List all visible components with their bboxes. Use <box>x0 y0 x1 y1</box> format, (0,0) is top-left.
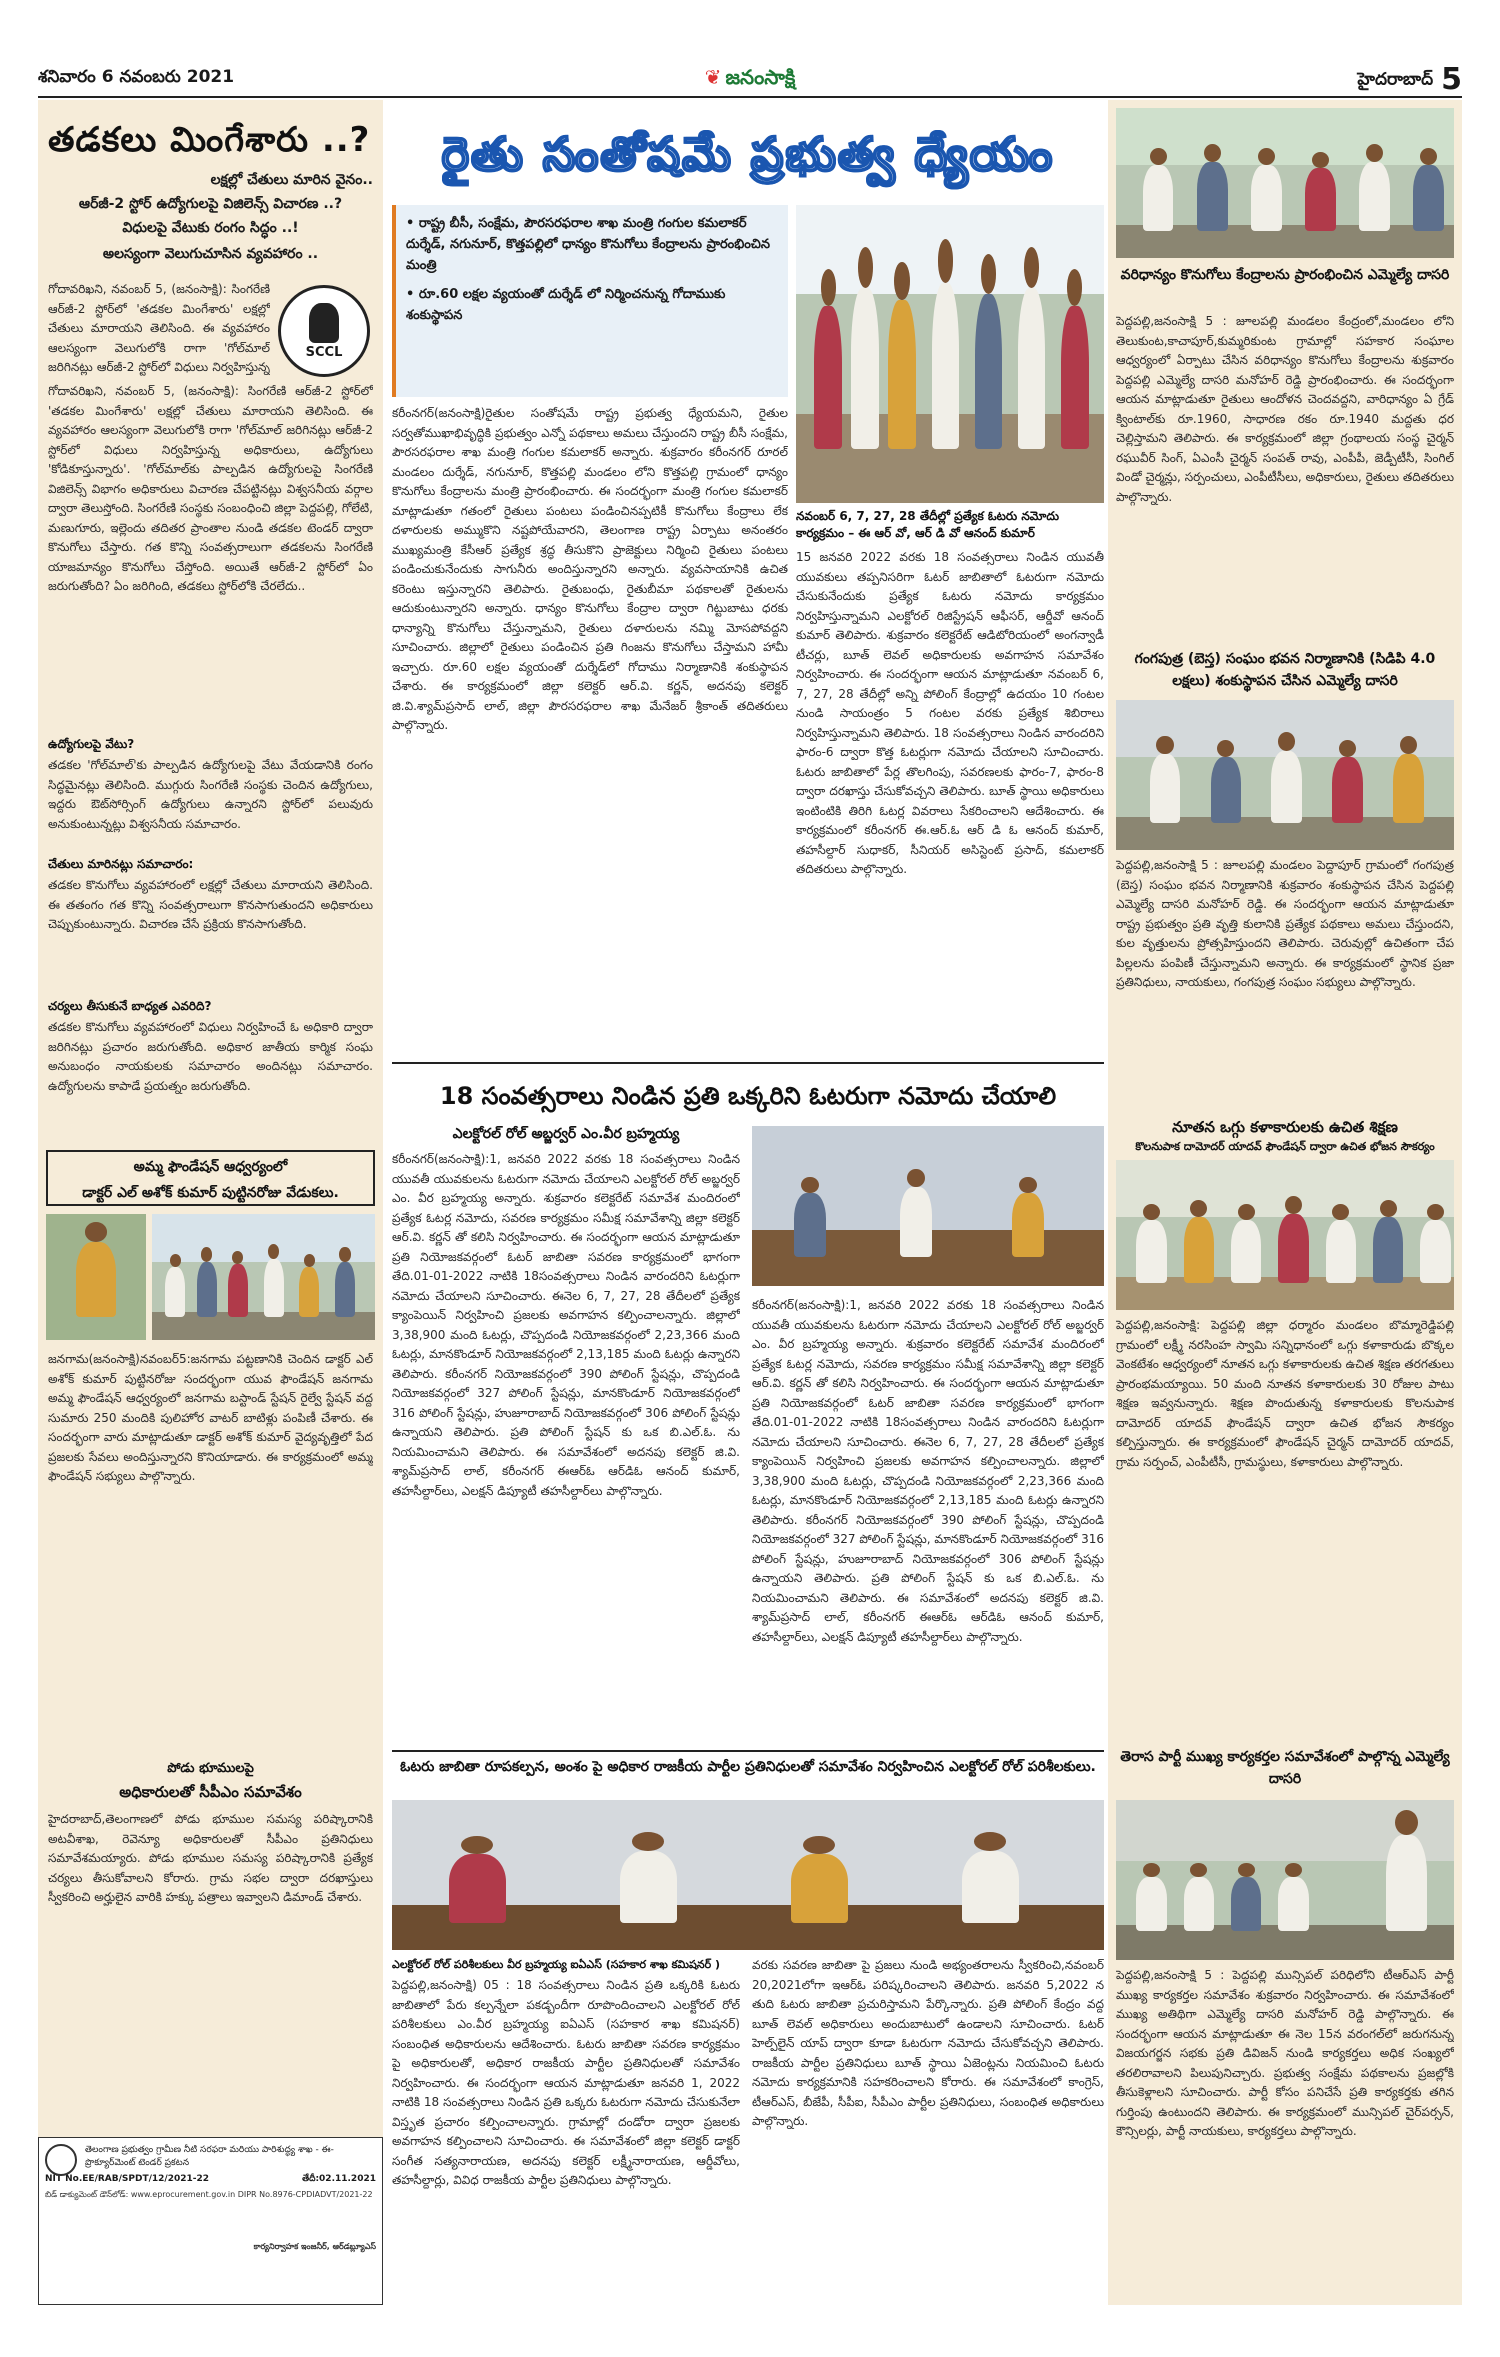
right-story2-body: పెద్దపల్లి,జనంసాక్షి 5 : జూలపల్లి మండలం పెద్దాపూర్‌ గ్రామంలో గంగపుత్ర (బెస్త) సంఘం భవన నిర్మాణానికి శుక్రవారం శంకుస్థాపన చేసిన పెద్దపల్లి ఎమ్మెల్యే దాసరి మనోహర్‌ రెడ్డి. ఈ సందర్భంగా ఆయన మాట్లాడుతూ రాష్ట్ర ప్రభుత్వం ప్రతి వృత్తి కులానికి ప్రత్యేక పథకాలు అమలు చేస్తుందని, కుల వృత్తులను ప్రోత్సహిస్తుందని తెలిపారు. చెరువుల్లో ఉచితంగా చేప పిల్లలను పంపిణీ చేస్తున్నామని అన్నారు. ఈ కార్యక్రమంలో స్థానిక ప్రజా ప్రతినిధులు, నాయకులు, గంగపుత్ర సంఘం సభ్యులు పాల్గొన్నారు. <box>1116 858 1454 989</box>
sccl-logo-text: SCCL <box>305 344 343 360</box>
left-story3-headline: అధికారులతో సీపీఎం సమావేశం <box>119 1783 302 1801</box>
left-story2-head-line2: డాక్టర్‌ ఎల్‌ అశోక్‌ కుమార్‌ పుట్టినరోజు వేడుకలు. <box>82 1185 339 1201</box>
left-kicker-2: ఆర్‌జీ-2 స్టోర్‌ ఉద్యోగులపై విజిలెన్స్‌ విచారణ ..? <box>78 196 343 212</box>
notice-nit-number: NIT No.EE/RAB/SPDT/12/2021-22 <box>45 2174 210 2184</box>
center-story4-headline: ఓటరు జాబితా రూపకల్పన, అంశం పై అధికార రాజకీయ పార్టీల ప్రతినిధులతో సమావేశం నిర్వహించిన ఎలక్టోరల్‌ రోల్‌ పరిశీలకులు. <box>400 1759 1096 1775</box>
brand-name: జనంసాక్షి <box>725 64 796 89</box>
left-headline: తడకలు మింగేశారు ..? <box>48 120 371 160</box>
center-headline-text: రైతు సంతోషమే ప్రభుత్వ ధ్యేయం <box>441 127 1055 181</box>
deck-point-2: • రూ.60 లక్షల వ్యయంతో దుర్శేడ్‌ లో నిర్మించనున్న గోదాముకు శంకుస్థాపన <box>406 287 726 323</box>
center-story3-body-right: కరీంనగర్‌(జనంసాక్షి):1, జనవరి 2022 వరకు 18 సంవత్సరాలు నిండిన యువతీ యువకులను ఓటరుగా నమోదు చేయాలని ఎలక్టోరల్‌ రోల్‌ అబ్జర్వర్‌ ఎం. వీర బ్రహ్మయ్య అన్నారు. శుక్రవారం కలెక్టరేట్‌ సమావేశ మందిరంలో ప్రత్యేక ఓటర్ల నమోదు, సవరణ కార్యక్రమం సమీక్ష సమావేశాన్ని జిల్లా కలెక్టర్‌ ఆర్‌.వి. కర్ణన్‌ తో కలిసి నిర్వహించారు. ఈ సందర్భంగా ఆయన మాట్లాడుతూ ప్రతి నియోజకవర్గంలో ఓటర్‌ జాబితా సవరణ కార్యక్రమంలో భాగంగా తేది.01-01-2022 నాటికి 18సంవత్సరాలు నిండిన వారందరిని ఓటర్లుగా నమోదు చేయాలని సూచించారు. ఈనెల 6, 7, 27, 28 తేదీలలో ప్రత్యేక క్యాంపెయిన్‌ నిర్వహించి ప్రజలకు అవగాహన కల్పించాలన్నారు. జిల్లాలో 3,38,900 మంది ఓటర్లు, చొప్పదండి నియోజకవర్గంలో 2,23,366 మంది ఓటర్లు, మానకొండూర్‌ నియోజకవర్గంలో 2,13,185 మంది ఓటర్లు ఉన్నారని తెలిపారు. కరీంనగర్‌ నియోజకవర్గంలో 390 పోలింగ్‌ స్టేషన్లు, చొప్పదండి నియోజకవర్గంలో 327 పోలింగ్‌ స్టేషన్లు, మానకొండూర్‌ నియోజకవర్గంలో 316 పోలింగ్‌ స్టేషన్లు, హుజూరాబాద్‌ నియోజకవర్గంలో 306 పోలింగ్‌ స్టేషన్లు ఉన్నాయని తెలిపారు. ప్రతి పోలింగ్‌ స్టేషన్‌ కు ఒక బి.ఎల్‌.ఓ. ను నియమించామని తెలిపారు. ఈ సమావేశంలో అదనపు కలెక్టర్‌ జి.వి. శ్యామ్‌ప్రసాద్‌ లాల్‌, కరీంనగర్‌ ఈఆర్‌ఓ ఆర్‌డిఓ ఆనంద్‌ కుమార్‌, తహసీల్దార్‌లు, ఎలక్షన్‌ డిప్యూటీ తహసీల్దార్‌లు పాల్గొన్నారు. <box>752 1298 1104 1644</box>
center-deck <box>392 205 788 397</box>
deck-point-1: • రాష్ట్ర బీసీ, సంక్షేమ, పౌరసరఫరాల శాఖ మంత్రి గంగుల కమలాకర్‌ దుర్శేడ్‌, నగునూర్‌, కొత్తపల్లిలో ధాన్యం కొనుగోలు కేంద్రాలను ప్రారంభించిన మంత్రి <box>406 216 770 273</box>
center-photo-minister <box>796 205 1104 503</box>
center-story2-body: 15 జనవరి 2022 వరకు 18 సంవత్సరాలు నిండిన యువతీ యువకులు తప్పనిసరిగా ఓటర్‌ జాబితాలో ఓటరుగా నమోదు చేసుకునేందుకు ప్రత్యేక ఓటరు నమోదు కార్యక్రమం నిర్వహిస్తున్నామని ఎలక్టోరల్‌ రిజిస్ట్రేషన్‌ ఆఫీసర్‌, ఆర్డీవో ఆనంద్‌ కుమార్‌ తెలిపారు. శుక్రవారం కలెక్టరేట్‌ ఆడిటోరియంలో అంగన్వాడీ టీచర్లు, బూత్‌ లెవల్‌ అధికారులకు అవగాహన సమావేశం నిర్వహించారు. ఈ సందర్భంగా ఆయన మాట్లాడుతూ నవంబర్‌ 6, 7, 27, 28 తేదీల్లో అన్ని పోలింగ్‌ కేంద్రాల్లో ఉదయం 10 గంటల నుండి సాయంత్రం 5 గంటల వరకు ప్రత్యేక శిబిరాలు నిర్వహిస్తున్నామని తెలిపారు. 18 సంవత్సరాలు నిండిన వారందరిని ఫారం-6 ద్వారా కొత్త ఓటర్లుగా నమోదు చేయాలని సూచించారు. ఓటరు జాబితాలో పేర్ల తొలగింపు, సవరణలకు ఫారం-7, ఫారం-8 ద్వారా దరఖాస్తు చేసుకోవచ్చని తెలిపారు. బూత్‌ స్థాయి అధికారులు ఇంటింటికి తిరిగి ఓటర్ల వివరాలు సేకరించాలని ఆదేశించారు. ఈ కార్యక్రమంలో కరీంనగర్‌ ఈ.ఆర్‌.ఓ ఆర్‌ డి ఓ ఆనంద్‌ కుమార్‌, తహసీల్దార్‌ సుధాకర్‌, సీనియర్‌ అసిస్టెంట్‌ ప్రసాద్‌, కమలాకర్‌ తదితరులు పాల్గొన్నారు. <box>796 550 1104 876</box>
sccl-logo <box>278 285 370 377</box>
left-subhead-3: చర్యలు తీసుకునే బాధ్యత ఎవరిది? <box>48 999 212 1013</box>
notice-title: తెలంగాణ ప్రభుత్వం గ్రామీణ నీటి సరఫరా మరియు పారిశుద్ధ్య శాఖ - ఈ-ప్రొక్యూర్‌మెంట్‌ టెండర్‌ ప్రకటన <box>85 2145 334 2168</box>
left-story2-head-line1: అమ్మ ఫౌండేషన్‌ ఆధ్వర్యంలో <box>133 1159 288 1175</box>
right-story3-body: పెద్దపల్లి,జనంసాక్షి: పెద్దపల్లి జిల్లా ధర్మారం మండలం బొమ్మారెడ్డిపల్లి గ్రామంలో లక్ష్మీ నరసింహ స్వామి సన్నిధానంలో ఒగ్గు కళాకారుడు బొక్కల వెంకటేశం ఆధ్వర్యంలో నూతన ఒగ్గు కళాకారులకు ఉచిత శిక్షణ తరగతులు ప్రారంభమయ్యాయి. 50 మంది నూతన కళాకారులకు 30 రోజుల పాటు శిక్షణ ఇవ్వనున్నారు. శిక్షణ పొందుతున్న కళాకారులకు కొలనుపాక దామోదర్‌ యాదవ్‌ ఫౌండేషన్‌ ద్వారా ఉచిత భోజన సౌకర్యం కల్పిస్తున్నారు. ఈ కార్యక్రమంలో ఫౌండేషన్‌ చైర్మన్‌ దామోదర్‌ యాదవ్‌, గ్రామ సర్పంచ్‌, ఎంపీటీసీ, గ్రామస్థులు, కళాకారులు పాల్గొన్నారు. <box>1116 1318 1454 1469</box>
center-story3-headline: 18 సంవత్సరాలు నిండిన ప్రతి ఒక్కరిని ఓటరుగా నమోదు చేయాలి <box>439 1082 1057 1110</box>
right-story2-headline: గంగపుత్ర (బెస్త) సంఘం భవన నిర్మాణానికి (సిడిపి 4.0 లక్షలు) శంకుస్థాపన చేసిన ఎమ్మెల్యే దాసరి <box>1134 651 1436 689</box>
center-story4-caption: ఎలక్టోరల్‌ రోల్‌ పరిశీలకులు వీర బ్రహ్మయ్య ఐఏఎస్‌ (సహకార శాఖ కమిషనర్‌ ) <box>392 1958 720 1971</box>
center-photo1-caption: నవంబర్‌ 6, 7, 27, 28 తేదీల్లో ప్రత్యేక ఓటరు నమోదు కార్యక్రమం – ఈ ఆర్‌ వో, ఆర్‌ డి వో ఆనంద్‌ కుమార్‌ <box>796 509 1059 540</box>
left-subhead-1: ఉద్యోగులపై వేటు? <box>48 737 135 751</box>
notice-nit-row <box>45 2174 376 2186</box>
edition-city <box>1062 62 1462 97</box>
center-photo-meeting <box>752 1126 1104 1286</box>
masthead <box>38 62 1462 98</box>
left-body-4: తడకల కొనుగోలు వ్యవహారంలో విధులు నిర్వహించే ఓ అధికారి ద్వారా జరిగినట్లు ప్రచారం జరుగుతోంది. అధికార జాతీయ కార్మిక సంఘ అనుబంధం నాయకులకు సమాచారం అందినట్లు సమాచారం. ఉద్యోగులను కాపాడే ప్రయత్నం జరుగుతోంది. <box>48 1020 373 1093</box>
center-story3-body-left: కరీంనగర్‌(జనంసాక్షి):1, జనవరి 2022 వరకు 18 సంవత్సరాలు నిండిన యువతీ యువకులను ఓటరుగా నమోదు చేయాలని ఎలక్టోరల్‌ రోల్‌ అబ్జర్వర్‌ ఎం. వీర బ్రహ్మయ్య అన్నారు. శుక్రవారం కలెక్టరేట్‌ సమావేశ మందిరంలో ప్రత్యేక ఓటర్ల నమోదు, సవరణ కార్యక్రమం సమీక్ష సమావేశాన్ని జిల్లా కలెక్టర్‌ ఆర్‌.వి. కర్ణన్‌ తో కలిసి నిర్వహించారు. ఈ సందర్భంగా ఆయన మాట్లాడుతూ ప్రతి నియోజకవర్గంలో ఓటర్‌ జాబితా సవరణ కార్యక్రమంలో భాగంగా తేది.01-01-2022 నాటికి 18సంవత్సరాలు నిండిన వారందరిని ఓటర్లుగా నమోదు చేయాలని సూచించారు. ఈనెల 6, 7, 27, 28 తేదీలలో ప్రత్యేక క్యాంపెయిన్‌ నిర్వహించి ప్రజలకు అవగాహన కల్పించాలన్నారు. జిల్లాలో 3,38,900 మంది ఓటర్లు, చొప్పదండి నియోజకవర్గంలో 2,23,366 మంది ఓటర్లు, మానకొండూర్‌ నియోజకవర్గంలో 2,13,185 మంది ఓటర్లు ఉన్నారని తెలిపారు. కరీంనగర్‌ నియోజకవర్గంలో 390 పోలింగ్‌ స్టేషన్లు, చొప్పదండి నియోజకవర్గంలో 327 పోలింగ్‌ స్టేషన్లు, మానకొండూర్‌ నియోజకవర్గంలో 316 పోలింగ్‌ స్టేషన్లు, హుజూరాబాద్‌ నియోజకవర్గంలో 306 పోలింగ్‌ స్టేషన్లు ఉన్నాయని తెలిపారు. ప్రతి పోలింగ్‌ స్టేషన్‌ కు ఒక బి.ఎల్‌.ఓ. ను నియమించామని తెలిపారు. ఈ సమావేశంలో అదనపు కలెక్టర్‌ జి.వి. శ్యామ్‌ప్రసాద్‌ లాల్‌, కరీంనగర్‌ ఈఆర్‌ఓ ఆర్‌డిఓ ఆనంద్‌ కుమార్‌, తహసీల్దార్‌లు, ఎలక్షన్‌ డిప్యూటీ తహసీల్దార్‌లు పాల్గొన్నారు. <box>392 1152 740 1498</box>
left-kicker-4: అలస్యంగా వెలుగుచూసిన వ్యవహారం .. <box>102 246 319 262</box>
left-story2-headline <box>46 1150 375 1206</box>
right-story3-headline: నూతన ఒగ్గు కళాకారులకు ఉచిత శిక్షణ <box>1172 1118 1398 1136</box>
left-subhead-2: చేతులు మారినట్లు సమాచారం: <box>48 857 194 871</box>
right-story1-body: పెద్దపల్లి,జనంసాక్షి 5 : జూలపల్లి మండలం కేంద్రంలో,మండలం లోని తెలుకుంట,కాచాపూర్‌,కుమ్మరికుంట గ్రామాల్లో సహకార సంఘాల ఆధ్వర్యంలో ఏర్పాటు చేసిన వరిధాన్యం కొనుగోలు కేంద్రాలను శుక్రవారం పెద్దపల్లి ఎమ్మెల్యే దాసరి మనోహర్‌ రెడ్డి ప్రారంభించారు. ఈ సందర్భంగా ఆయన మాట్లాడుతూ రైతులు ఆందోళన చెందవద్దని, వారిధాన్యం ఏ గ్రేడ్‌ క్వింటాల్‌కు రూ.1960, సాధారణ రకం రూ.1940 మద్దతు ధర చెల్లిస్తామని తెలిపారు. ఈ కార్యక్రమంలో జిల్లా గ్రంథాలయ సంస్థ చైర్మన్‌ రఘువీర్‌ సింగ్‌, ఏఎంసీ చైర్మన్‌ సంపత్‌ రావు, ఎంపీపీ, జెడ్పీటీసీ, సింగిల్‌ విండో చైర్మన్లు, సర్పంచులు, ఎంపీటీసీలు, అధికారులు, రైతులు తదితరులు పాల్గొన్నారు. <box>1116 314 1454 504</box>
left-story2-photo-portrait <box>46 1214 146 1340</box>
left-body-3: తడకల కొనుగోలు వ్యవహారంలో లక్షల్లో చేతులు మారాయని తెలిసింది. ఈ తతంగం గత కొన్ని సంవత్సరాలుగా కొనసాగుతుందని అధికారులు చెప్పుకుంటున్నారు. విచారణ చేసే ప్రక్రియ కొనసాగుతోంది. <box>48 878 373 931</box>
left-story1-body-narrow: గోదావరిఖని, నవంబర్‌ 5, (జనంసాక్షి): సింగరేణి ఆర్‌జీ-2 స్టోర్‌లో 'తడకల మింగేశారు' లక్షల్లో చేతులు మారాయని తెలిసింది. ఈ వ్యవహారం ఆలస్యంగా వెలుగులోకి రాగా 'గోల్‌మాల్‌ జరిగినట్లు ఆర్‌జీ-2 స్టోర్‌లో విధులు నిర్వహిస్తున్న <box>48 282 270 374</box>
center-divider-2 <box>392 1750 1104 1752</box>
issue-date: శనివారం 6 నవంబరు 2021 <box>38 67 235 87</box>
city-name: హైదరాబాద్ <box>1357 69 1434 89</box>
center-photo-officials <box>392 1800 1104 1950</box>
right-photo-party-meeting <box>1116 1800 1454 1960</box>
right-story4-headline: తెరాస పార్టీ ముఖ్య కార్యకర్తల సమావేశంలో పాల్గొన్న ఎమ్మెల్యే దాసరి <box>1120 1749 1450 1787</box>
left-story3-body: హైదరాబాద్‌,తెలంగాణలో పోడు భూముల సమస్య పరిష్కారానికి అటవీశాఖ, రెవెన్యూ అధికారులతో సీపీఎం ప్రతినిధులు సమావేశమయ్యారు. పోడు భూముల సమస్య పరిష్కారానికి ప్రత్యేక చర్యలు తీసుకోవాలని కోరారు. గ్రామ సభల ద్వారా దరఖాస్తులు స్వీకరించి అర్హులైన వారికి హక్కు పత్రాలు ఇవ్వాలని డిమాండ్‌ చేశారు. <box>48 1812 373 1904</box>
right-story4-body: పెద్దపల్లి,జనంసాక్షి 5 : పెద్దపల్లి మున్సిపల్‌ పరిధిలోని టీఆర్‌ఎస్‌ పార్టీ ముఖ్య కార్యకర్తల సమావేశం శుక్రవారం నిర్వహించారు. ఈ సమావేశంలో ముఖ్య అతిథిగా ఎమ్మెల్యే దాసరి మనోహర్‌ రెడ్డి పాల్గొన్నారు. ఈ సందర్భంగా ఆయన మాట్లాడుతూ ఈ నెల 15న వరంగల్‌లో జరుగనున్న విజయగర్జన సభకు ప్రతి డివిజన్‌ నుండి కార్యకర్తలు అధిక సంఖ్యలో తరలిరావాలని పిలుపునిచ్చారు. ప్రభుత్వ సంక్షేమ పథకాలను ప్రజల్లోకి తీసుకెళ్లాలని సూచించారు. పార్టీ కోసం పనిచేసే ప్రతి కార్యకర్తకు తగిన గుర్తింపు ఉంటుందని తెలిపారు. ఈ కార్యక్రమంలో మున్సిపల్‌ చైర్‌పర్సన్‌, కౌన్సిలర్లు, పార్టీ నాయకులు, కార్యకర్తలు పాల్గొన్నారు. <box>1116 1968 1454 2138</box>
center-story1-body: కరీంనగర్‌(జనంసాక్షి)రైతుల సంతోషమే రాష్ట్ర ప్రభుత్వ ధ్యేయమని, రైతుల సర్వతోముఖాభివృద్ధికి ప్రభుత్వం ఎన్నో పథకాలు అమలు చేస్తుందని రాష్ట్ర బీసీ సంక్షేమ, పౌరసరఫరాల శాఖ మంత్రి గంగుల కమలాకర్‌ అన్నారు. శుక్రవారం కరీంనగర్‌ రూరల్‌ మండలం దుర్శేడ్‌, నగునూర్‌, కొత్తపల్లి మండలం లోని కొత్తపల్లి గ్రామంలో ధాన్యం కొనుగోలు కేంద్రాలను మంత్రి ప్రారంభించారు. ఈ సందర్భంగా మంత్రి గంగుల కమలాకర్‌ మాట్లాడుతూ గతంలో రైతులు పంటలు పండించినప్పటికీ కొనుగోలు కేంద్రాలు లేక దళారులకు అమ్ముకొని నష్టపోయేవారని, తెలంగాణ రాష్ట్ర ఏర్పాటు అనంతరం ముఖ్యమంత్రి కేసీఆర్‌ ప్రత్యేక శ్రద్ధ తీసుకొని ప్రాజెక్టులు నిర్మించి రైతులు పంటలు పండించుకునేందుకు సాగునీరు అందిస్తున్నారని అన్నారు. వ్యవసాయానికి ఉచిత కరెంటు ఇస్తున్నారని తెలిపారు. రైతుబంధు, రైతుబీమా పథకాలతో రైతులను ఆదుకుంటున్నారని అన్నారు. ధాన్యం కొనుగోలు కేంద్రాల ద్వారా గిట్టుబాటు ధరకు ధాన్యాన్ని కొనుగోలు చేస్తున్నామని, రైతులు దళారులను నమ్మి మోసపోవద్దని సూచించారు. జిల్లాలో రైతులు పండించిన ప్రతి గింజను కొనుగోలు చేస్తామని హామీ ఇచ్చారు. రూ.60 లక్షల వ్యయంతో దుర్శేడ్‌లో గోదాము నిర్మాణానికి శంకుస్థాపన చేశారు. ఈ కార్యక్రమంలో జిల్లా కలెక్టర్‌ ఆర్‌.వి. కర్ణన్‌, అదనపు కలెక్టర్‌ జి.వి.శ్యామ్‌ప్రసాద్‌ లాల్‌, జిల్లా పౌరసరఫరాల శాఖ మేనేజర్‌ శ్రీకాంత్‌ తదితరులు పాల్గొన్నారు. <box>392 406 788 732</box>
page-number: 5 <box>1441 61 1462 97</box>
left-story2-photo-crowd <box>152 1214 375 1340</box>
center-headline <box>392 112 1104 196</box>
left-story1-body: గోదావరిఖని, నవంబర్‌ 5, (జనంసాక్షి): సింగరేణి ఆర్‌జీ-2 స్టోర్‌లో 'తడకల మింగేశారు' లక్షల్లో చేతులు మారాయని తెలిసింది. ఈ వ్యవహారం ఆలస్యంగా వెలుగులోకి రాగా 'గోల్‌మాల్‌ జరిగినట్లు ఆర్‌జీ-2 స్టోర్‌లో విధులు నిర్వహిస్తున్న అధికారులు, ఉద్యోగులు 'కోడికూస్తున్నారు'. 'గోల్‌మాల్‌కు పాల్పడిన ఉద్యోగులపై సింగరేణి విజిలెన్స్‌ విభాగం అధికారులు విచారణ చేపట్టినట్లు విశ్వసనీయ వర్గాల ద్వారా తెలుస్తోంది. సింగరేణి సంస్థకు సంబంధించి జిల్లా పెద్దపల్లి, గోలేటి, మణుగూరు, ఇల్లెందు తదితర ప్రాంతాల నుండి తడకల టెండర్‌ ద్వారా కొనుగోలు చేస్తారు. గత కొన్ని సంవత్సరాలుగా తడకలను సింగరేణి యాజమాన్యం కొనుగోలు చేస్తోంది. అయితే ఆర్‌జీ-2 స్టోర్‌లో ఏం జరుగుతోంది? ఏం జరిగింది, తడకలు స్టోర్‌లోకి చేరలేదు.. <box>48 384 373 593</box>
right-story1-headline: వరిధాన్యం కొనుగోలు కేంద్రాలను ప్రారంభించిన ఎమ్మెల్యే దాసరి <box>1120 267 1450 283</box>
notice-signature: కార్యనిర్వాహక ఇంజనీర్‌, ఆర్‌డబ్ల్యూఎస్‌ <box>253 2242 376 2251</box>
newspaper-brand <box>438 65 1062 94</box>
government-seal-icon <box>45 2144 77 2176</box>
notice-details: బిడ్‌ డాక్యుమెంట్‌ డౌన్‌లోడ్‌: www.eprocurement.gov.in DIPR No.8976-CPDIADVT/2021-22 <box>45 2190 373 2199</box>
center-story4-body-right: వరకు సవరణ జాబితా పై ప్రజలు నుండి అభ్యంతరాలను స్వీకరించి,నవంబర్‌ 20,2021లోగా ఇఆర్‌ఓ పరిష్కరించాలని తెలిపారు. జనవరి 5,2022 న తుది ఓటరు జాబితా ప్రచురిస్తామని పేర్కొన్నారు. ప్రతి పోలింగ్‌ కేంద్రం వద్ద బూత్‌ లెవల్‌ అధికారులు అందుబాటులో ఉండాలని సూచించారు. ఓటర్‌ హెల్ప్‌లైన్‌ యాప్‌ ద్వారా కూడా ఓటరుగా నమోదు చేసుకోవచ్చని తెలిపారు. రాజకీయ పార్టీల ప్రతినిధులు బూత్‌ స్థాయి ఏజెంట్లను నియమించి ఓటరు నమోదు కార్యక్రమానికి సహకరించాలని కోరారు. ఈ సమావేశంలో కాంగ్రెస్‌, టీఆర్‌ఎస్‌, బీజేపీ, సీపీఐ, సీపీఎం పార్టీల ప్రతినిధులు, సంబంధిత అధికారులు పాల్గొన్నారు. <box>752 1958 1104 2128</box>
left-body-2: తడకల 'గోల్‌మాల్‌'కు పాల్పడిన ఉద్యోగులపై వేటు వేయడానికి రంగం సిద్ధమైనట్లు తెలిసింది. ముగ్గురు సింగరేణి సంస్థకు చెందిన ఉద్యోగులు, ఇద్దరు ఔట్‌సోర్సింగ్‌ ఉద్యోగులు ఉన్నారని స్టోర్‌లో పలువురు అనుకుంటున్నట్లు విశ్వసనీయ సమాచారం. <box>48 758 373 831</box>
right-photo-paddy-centre <box>1116 108 1454 258</box>
center-story4-body: పెద్దపల్లి,జనంసాక్షి) 05 : 18 సంవత్సరాలు నిండిన ప్రతి ఒక్కరికి ఓటరు జాబితాలో పేరు కల్పన్నేలా పకడ్బందీగా రూపొందించాలని ఎలక్టోరల్‌ రోల్‌ పరిశీలకులు ఎం.వీర బ్రహ్మయ్య ఐఏఎస్‌ (సహకార శాఖ కమిషనర్‌) సంబంధిత అధికారులను ఆదేశించారు. ఓటరు జాబితా సవరణ కార్యక్రమం పై అధికారులతో, అధికార రాజకీయ పార్టీల ప్రతినిధులతో సమావేశం నిర్వహించారు. ఈ సందర్భంగా ఆయన మాట్లాడుతూ జనవరి 1, 2022 నాటికి 18 సంవత్సరాలు నిండిన ప్రతి ఒక్కరు ఓటరుగా నమోదు చేసుకునేలా విస్తృత ప్రచారం కల్పించాలన్నారు. గ్రామాల్లో దండోరా ద్వారా ప్రజలకు అవగాహన కల్పించాలని సూచించారు. ఈ సమావేశంలో జిల్లా కలెక్టర్‌ డాక్టర్‌ సంగీత సత్యనారాయణ, అదనపు కలెక్టర్‌ లక్ష్మీనారాయణ, ఆర్డీవోలు, తహసీల్దార్లు, వివిధ రాజకీయ పార్టీల ప్రతినిధులు పాల్గొన్నారు. <box>392 1978 740 2187</box>
left-column <box>38 100 383 2305</box>
miner-icon <box>309 303 339 343</box>
left-story2-body: జనగామ(జనంసాక్షి)నవంబర్‌5:జనగామ పట్టణానికి చెందిన డాక్టర్‌ ఎల్‌ అశోక్‌ కుమార్‌ పుట్టినరోజు సందర్భంగా యువ ఫౌండేషన్‌ జనగామ అమ్మ ఫౌండేషన్‌ ఆధ్వర్యంలో జనగామ బస్టాండ్‌ స్టేషన్‌ రైల్వే స్టేషన్‌ వద్ద సుమారు 250 మందికి పులిహోర వాటర్‌ బాటిళ్లు పంపిణీ చేశారు. ఈ సందర్భంగా వారు మాట్లాడుతూ డాక్టర్‌ అశోక్‌ కుమార్‌ వైద్యవృత్తిలో పేద ప్రజలకు సేవలు అందిస్తున్నారని కొనియాడారు. ఈ కార్యక్రమంలో అమ్మ ఫౌండేషన్‌ సభ్యులు పాల్గొన్నారు. <box>48 1352 373 1483</box>
brand-logo-icon: ❦ <box>704 64 722 89</box>
left-kicker-3: విధులపై వేటుకు రంగం సిద్ధం ..! <box>122 220 299 236</box>
notice-nit-date: తేదీ:02.11.2021 <box>302 2174 376 2184</box>
right-story3-kicker: కొలనుపాక దామోదర్‌ యాదవ్‌ ఫౌండేషన్‌ ద్వారా ఉచిత భోజన సౌకర్యం <box>1135 1140 1435 1153</box>
right-photo-oggu-artists <box>1116 1160 1454 1310</box>
tender-notice <box>38 2137 383 2305</box>
center-divider-1 <box>392 1062 1104 1064</box>
left-kicker-1: లక్షల్లో చేతులు మారిన వైనం.. <box>210 172 373 188</box>
left-story3-kicker: పోడు భూములపై <box>167 1761 254 1776</box>
center-story3-kicker: ఎలక్టోరల్‌ రోల్‌ అబ్జర్వర్‌ ఎం.వీర బ్రహ్మయ్య <box>452 1126 680 1142</box>
right-photo-foundation <box>1116 700 1454 850</box>
right-column <box>1108 100 1462 2305</box>
